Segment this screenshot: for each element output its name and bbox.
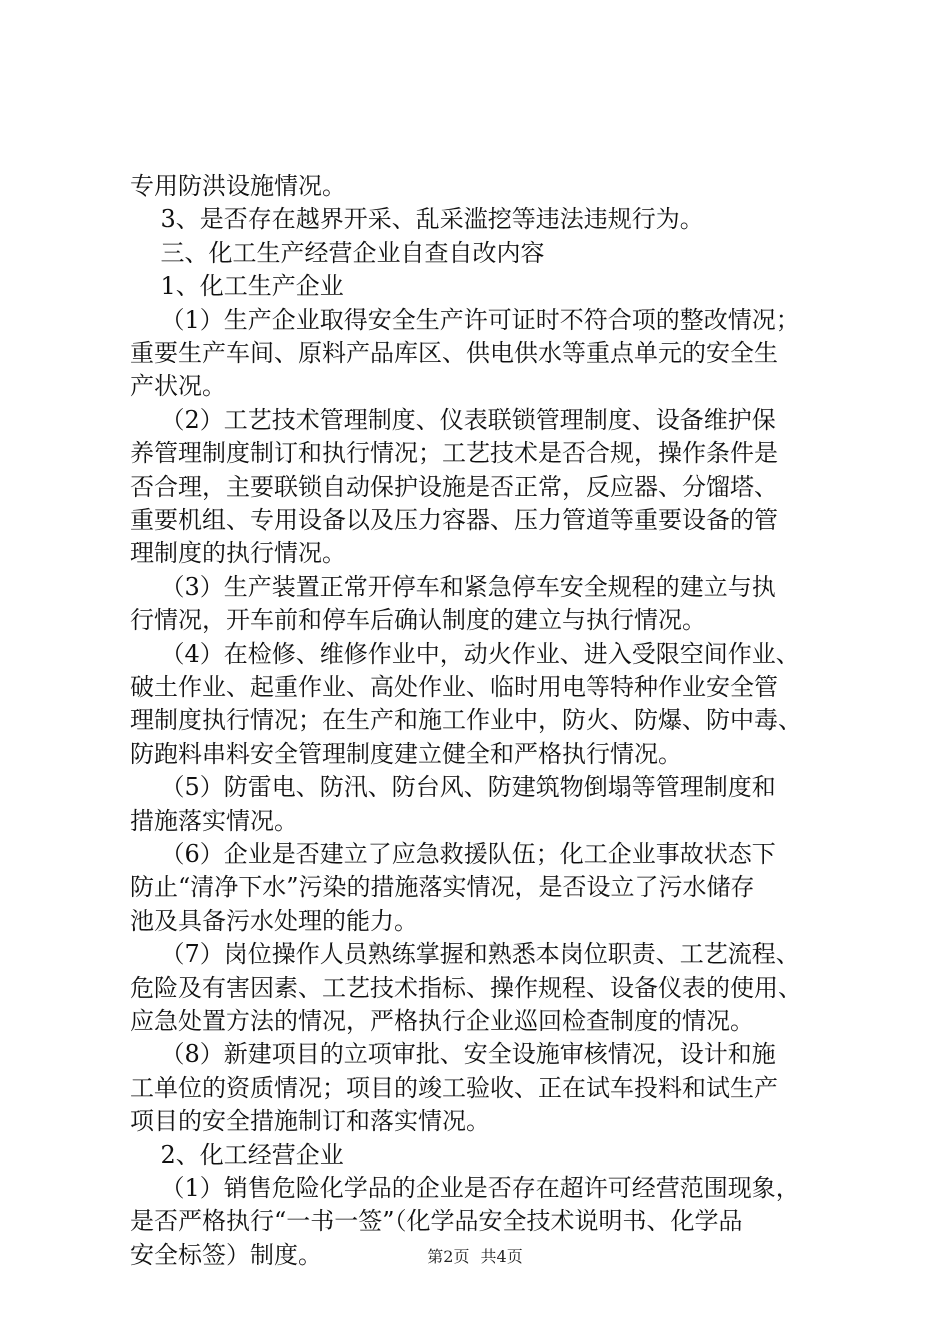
text-line: 措施落实情况。 <box>130 807 298 835</box>
text-line: 池及具备污水处理的能力。 <box>130 907 418 935</box>
text-line: 3、是否存在越界开采、乱采滥挖等违法违规行为。 <box>130 205 704 233</box>
text-line: 是否严格执行“一书一签”（化学品安全技术说明书、化学品 <box>130 1207 743 1235</box>
text-line: 项目的安全措施制订和落实情况。 <box>130 1107 490 1135</box>
text-line: 行情况，开车前和停车后确认制度的建立与执行情况。 <box>130 606 706 634</box>
text-line: 重要机组、专用设备以及压力容器、压力管道等重要设备的管 <box>130 506 778 534</box>
text-line: （3）生产装置正常开停车和紧急停车安全规程的建立与执 <box>130 573 776 601</box>
text-line: 2、化工经营企业 <box>130 1141 344 1169</box>
text-line: （1）生产企业取得安全生产许可证时不符合项的整改情况； <box>130 306 800 334</box>
text-line: （8）新建项目的立项审批、安全设施审核情况，设计和施 <box>130 1040 776 1068</box>
text-line: 防跑料串料安全管理制度建立健全和严格执行情况。 <box>130 740 682 768</box>
text-line: 专用防洪设施情况。 <box>130 172 346 200</box>
text-line: （4）在检修、维修作业中，动火作业、进入受限空间作业、 <box>130 640 800 668</box>
text-line: 产状况。 <box>130 372 226 400</box>
page-footer <box>0 1247 950 1267</box>
page-number: 第2页 <box>427 1247 470 1266</box>
text-line: （7）岗位操作人员熟练掌握和熟悉本岗位职责、工艺流程、 <box>130 940 800 968</box>
text-line: 破土作业、起重作业、高处作业、临时用电等特种作业安全管 <box>130 673 778 701</box>
page-total: 共4页 <box>480 1247 523 1266</box>
text-line: （6）企业是否建立了应急救援队伍；化工企业事故状态下 <box>130 840 776 868</box>
text-line: 否合理，主要联锁自动保护设施是否正常，反应器、分馏塔、 <box>130 473 778 501</box>
text-line: 应急处置方法的情况，严格执行企业巡回检查制度的情况。 <box>130 1007 754 1035</box>
text-line: （5）防雷电、防汛、防台风、防建筑物倒塌等管理制度和 <box>130 773 776 801</box>
text-line: 理制度的执行情况。 <box>130 539 346 567</box>
text-line: 工单位的资质情况；项目的竣工验收、正在试车投料和试生产 <box>130 1074 778 1102</box>
text-line: 危险及有害因素、工艺技术指标、操作规程、设备仪表的使用、 <box>130 974 802 1002</box>
text-line: 养管理制度制订和执行情况；工艺技术是否合规，操作条件是 <box>130 439 778 467</box>
text-line: 三、化工生产经营企业自查自改内容 <box>130 239 545 267</box>
text-line: 重要生产车间、原料产品库区、供电供水等重点单元的安全生 <box>130 339 778 367</box>
text-line: （1）销售危险化学品的企业是否存在超许可经营范围现象， <box>130 1174 800 1202</box>
text-line: 防止“清净下水”污染的措施落实情况，是否设立了污水储存 <box>130 873 755 901</box>
text-line: 1、化工生产企业 <box>130 272 344 300</box>
text-line: 理制度执行情况；在生产和施工作业中，防火、防爆、防中毒、 <box>130 706 802 734</box>
text-line: 安全标签）制度。 <box>130 1241 322 1269</box>
text-line: （2）工艺技术管理制度、仪表联锁管理制度、设备维护保 <box>130 406 776 434</box>
